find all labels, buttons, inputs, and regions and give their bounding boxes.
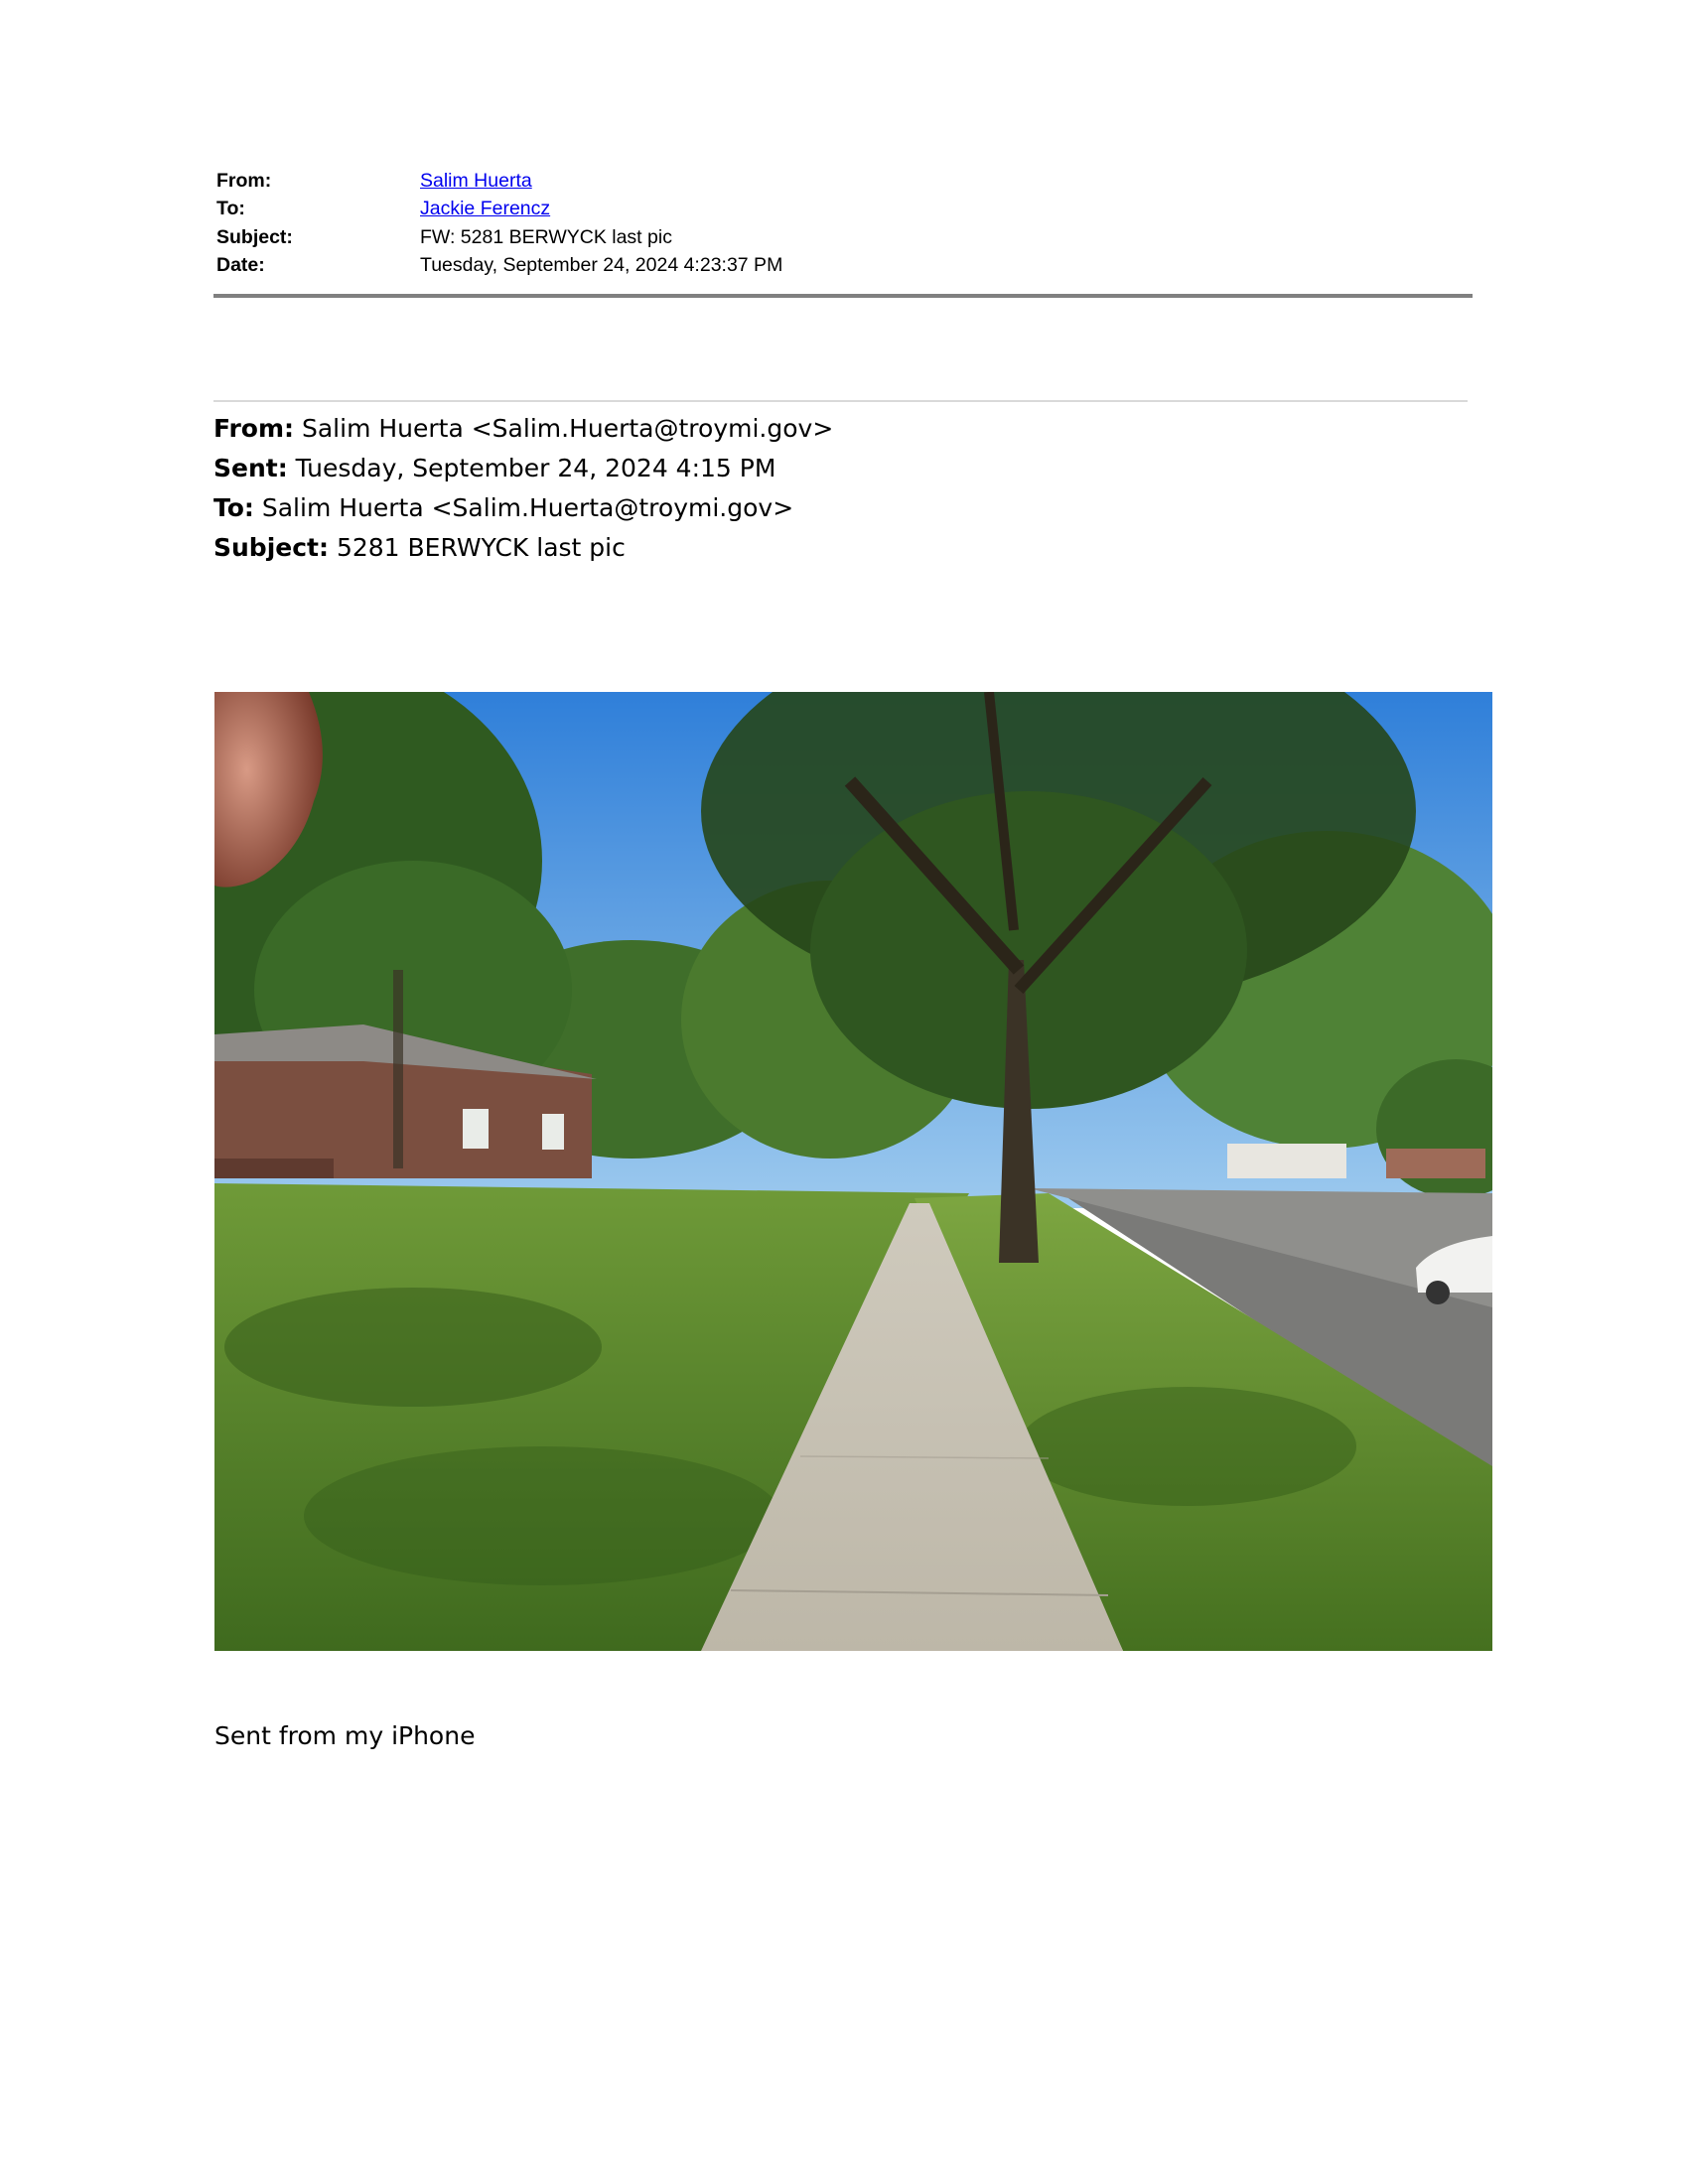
from-label: From: (216, 169, 272, 192)
forwarded-to-label: To: (213, 493, 254, 522)
header-to-row (216, 196, 1477, 224)
forwarded-sent-value: Tuesday, September 24, 2024 4:15 PM (295, 454, 776, 482)
forwarded-from-row (213, 409, 1475, 449)
forwarded-subject-row (213, 528, 1475, 568)
date-label: Date: (216, 254, 265, 277)
subject-value: FW: 5281 BERWYCK last pic (420, 225, 672, 248)
forwarded-subject-label: Subject: (213, 533, 329, 562)
forwarded-header (213, 409, 1475, 568)
header-subject-row (216, 223, 1477, 252)
forwarded-from-label: From: (213, 414, 295, 443)
forward-divider (213, 400, 1468, 402)
date-value: Tuesday, September 24, 2024 4:23:37 PM (420, 254, 783, 277)
forwarded-sent-row (213, 449, 1475, 488)
email-signature: Sent from my iPhone (214, 1721, 476, 1750)
forwarded-sent-label: Sent: (213, 454, 288, 482)
forwarded-to-value: Salim Huerta <Salim.Huerta@troymi.gov> (261, 493, 794, 522)
from-link[interactable]: Salim Huerta (420, 169, 532, 192)
header-divider (213, 294, 1473, 298)
forwarded-subject-value: 5281 BERWYCK last pic (336, 533, 626, 562)
to-link[interactable]: Jackie Ferencz (420, 198, 551, 220)
email-header (216, 167, 1477, 280)
forwarded-from-value: Salim Huerta <Salim.Huerta@troymi.gov> (301, 414, 834, 443)
attached-photo (214, 692, 1492, 1651)
to-label: To: (216, 198, 245, 220)
subject-label: Subject: (216, 225, 293, 248)
header-date-row (216, 252, 1477, 281)
forwarded-to-row (213, 488, 1475, 528)
header-from-row (216, 167, 1477, 196)
